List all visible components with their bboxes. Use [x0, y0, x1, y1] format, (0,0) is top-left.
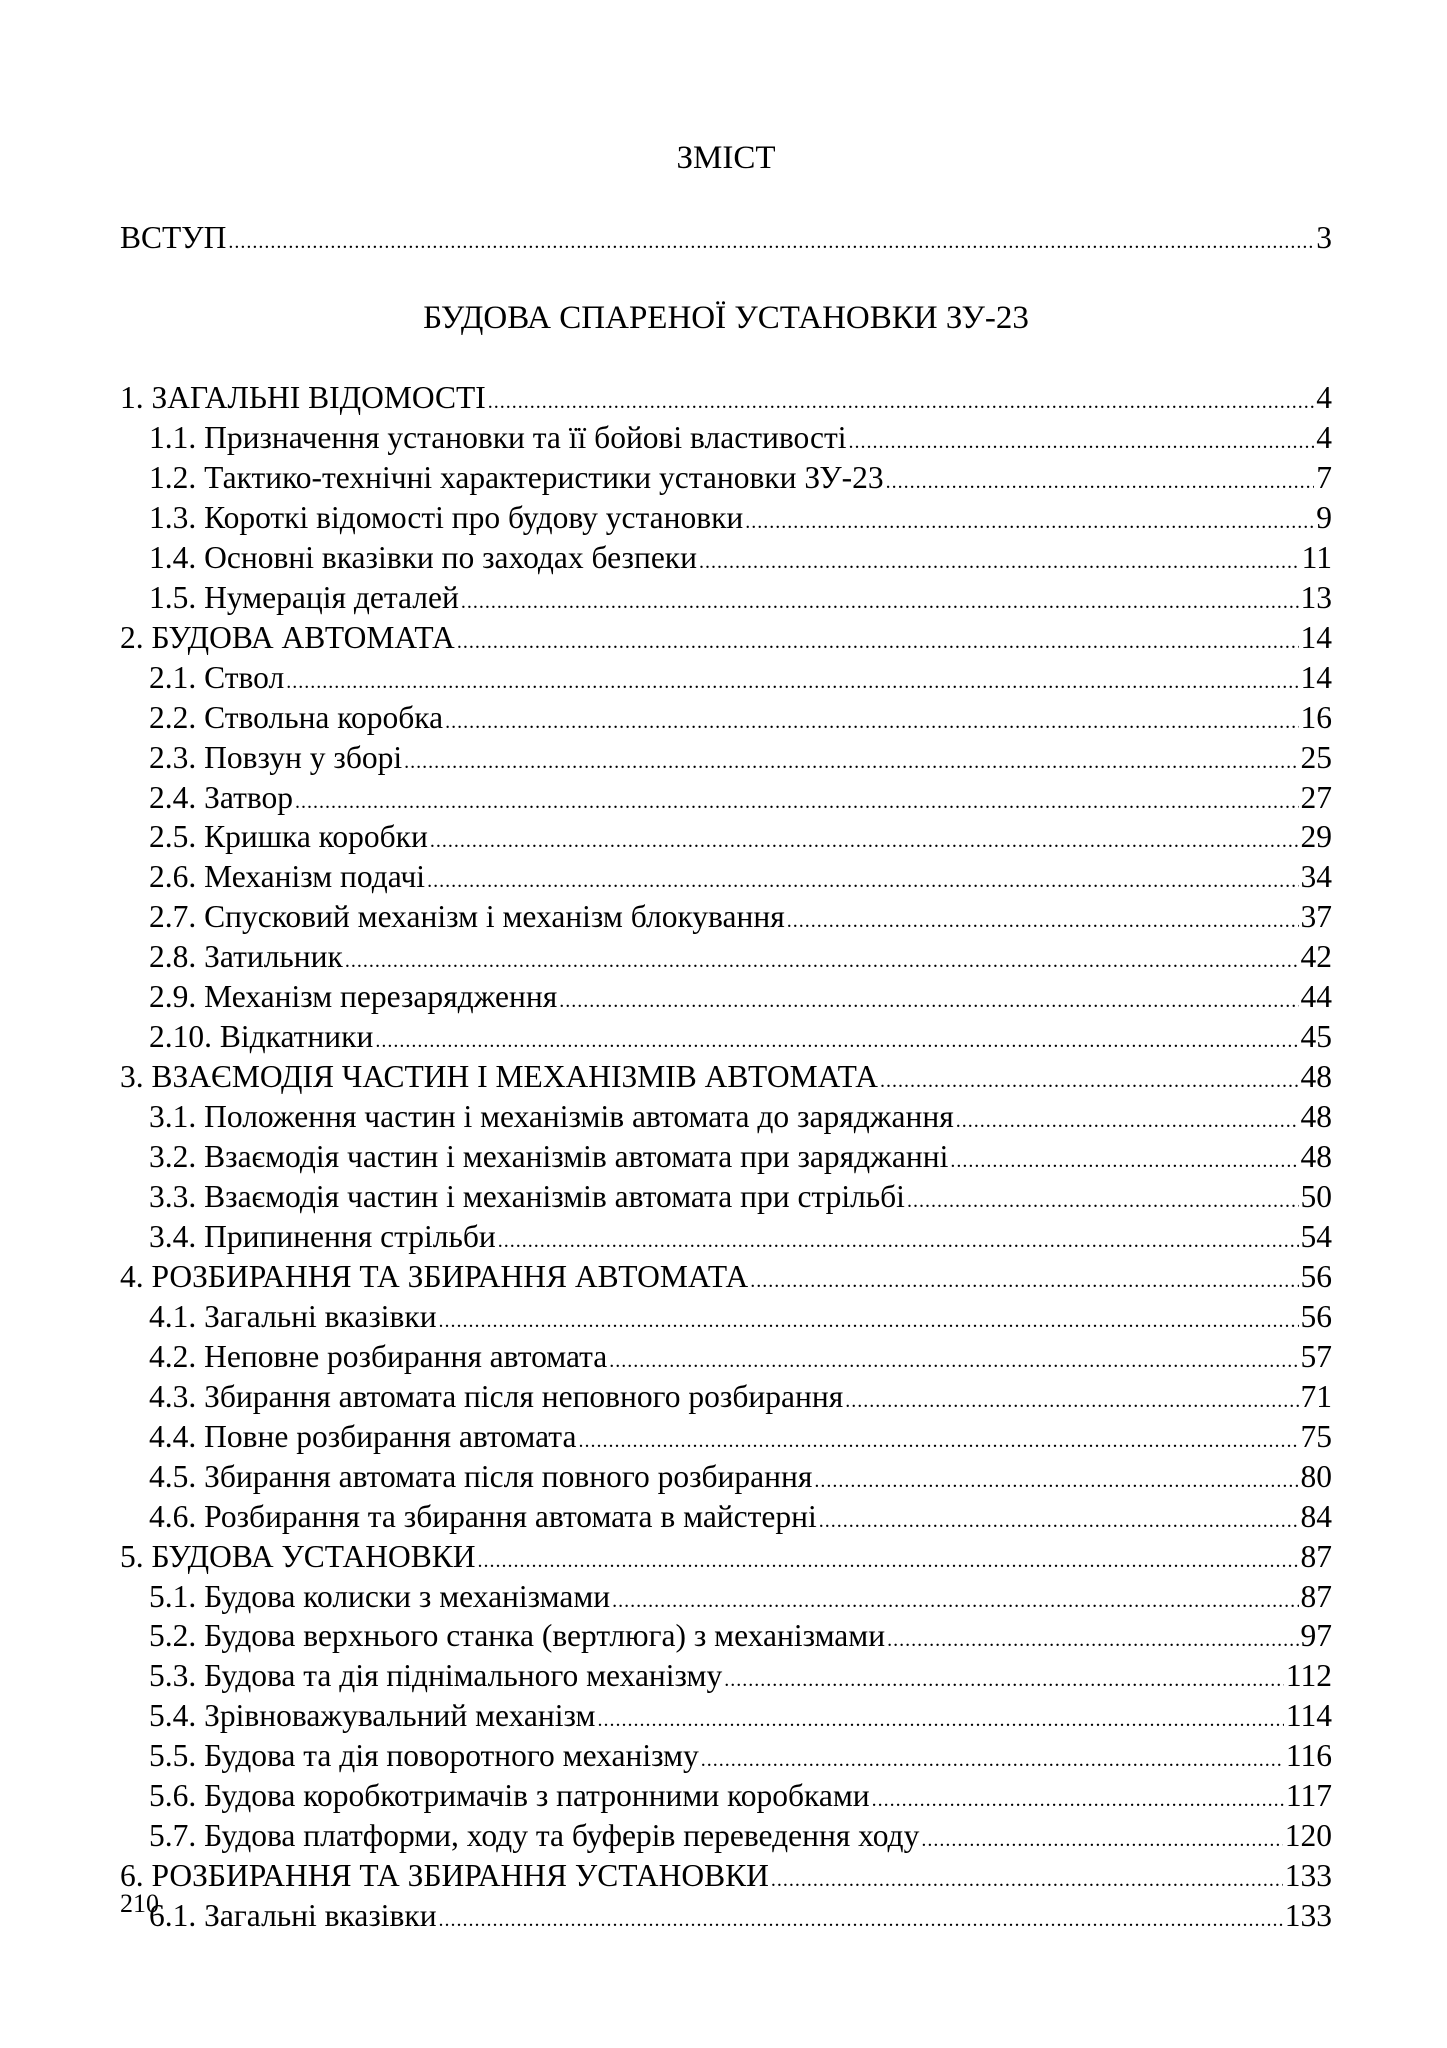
toc-entry[interactable] [120, 1776, 1332, 1816]
toc-entry-page: 75 [1300, 1418, 1332, 1454]
toc-entry-label: 2.1. Ствол [149, 659, 285, 695]
toc-entry-label: 4.1. Загальні вказівки [149, 1298, 437, 1334]
toc-entry-page: 57 [1300, 1338, 1332, 1374]
dot-leader [921, 1820, 1282, 1860]
toc-entry-label: 2.7. Спусковий механізм і механізм блокування [149, 899, 785, 935]
toc-entry-page: 87 [1300, 1578, 1332, 1614]
toc-entry-label: 4. РОЗБИРАННЯ ТА ЗБИРАННЯ АВТОМАТА [120, 1258, 749, 1294]
dot-leader [819, 1501, 1299, 1541]
dot-leader [609, 1341, 1298, 1381]
toc-entry-label: 4.4. Повне розбирання автомата [149, 1418, 577, 1454]
toc-entry-label: 1.1. Призначення установки та її бойові властивості [149, 419, 847, 455]
toc-entry[interactable] [120, 937, 1332, 977]
toc-entry-label: 2.10. Відкатники [149, 1019, 374, 1055]
dot-leader [724, 1660, 1284, 1700]
toc-entry-label: 5.3. Будова та дія піднімального механізму [149, 1658, 723, 1694]
toc-entry-label: 2.3. Повзун у зборі [149, 739, 403, 775]
toc-entry-page: 44 [1300, 979, 1332, 1015]
toc-entry-page: 13 [1300, 579, 1332, 615]
toc-entry-page: 80 [1300, 1458, 1332, 1494]
dot-leader [699, 542, 1300, 582]
toc-entry[interactable] [120, 1896, 1332, 1936]
toc-entry-label: 3.3. Взаємодія частин і механізмів автомата при стрільбі [149, 1179, 905, 1214]
dot-leader [345, 941, 1299, 981]
dot-leader [950, 1141, 1298, 1181]
toc-entry[interactable] [120, 618, 1332, 658]
toc-entry-page: 48 [1300, 1059, 1332, 1095]
toc-entry[interactable] [120, 1856, 1332, 1896]
toc-entry-page: 42 [1300, 939, 1332, 975]
section-heading: БУДОВА СПАРЕНОЇ УСТАНОВКИ ЗУ-23 [423, 300, 1029, 336]
toc-entry-label: 5.6. Будова коробкотримачів з патронними коробками [149, 1778, 870, 1814]
toc-entry[interactable] [120, 1257, 1332, 1297]
toc-entry-label: 3. ВЗАЄМОДІЯ ЧАСТИН І МЕХАНІЗМІВ АВТОМАТА [120, 1059, 878, 1095]
toc-entry-page: 54 [1300, 1218, 1332, 1254]
toc-entry-page: 116 [1285, 1738, 1332, 1774]
toc-entry-label: ВСТУП [120, 220, 227, 255]
dot-leader [295, 782, 1299, 822]
page-title: ЗМІСТ [676, 140, 776, 176]
dot-leader [956, 1101, 1299, 1141]
toc-entry-page: 112 [1285, 1658, 1332, 1694]
dot-leader [498, 1221, 1299, 1261]
toc-entry-label: 2.9. Механізм перезарядження [149, 979, 558, 1015]
toc-entry[interactable] [120, 498, 1332, 538]
toc-entry-page: 120 [1284, 1818, 1332, 1854]
toc-entry[interactable] [120, 418, 1332, 458]
toc-entry-label: 1.3. Короткі відомості про будову установки [149, 499, 744, 535]
toc-entry[interactable] [120, 1057, 1332, 1097]
toc-entry-page: 117 [1285, 1778, 1332, 1814]
dot-leader [427, 861, 1298, 901]
toc-entry-label: 2.2. Ствольна коробка [149, 699, 444, 735]
toc-entry-label: 5.7. Будова платформи, ходу та буферів переведення ходу [149, 1818, 920, 1854]
toc-entry-label: 3.1. Положення частин і механізмів автомата до заряджання [149, 1099, 954, 1135]
toc-entry-label: 4.3. Збирання автомата після неповного розбирання [149, 1378, 844, 1414]
toc-entry[interactable] [120, 1497, 1332, 1537]
toc-entry-page: 45 [1300, 1019, 1332, 1055]
dot-leader [597, 1700, 1283, 1740]
dot-leader [872, 1780, 1284, 1820]
dot-leader [559, 981, 1298, 1021]
toc-entry[interactable] [120, 658, 1332, 698]
dot-leader [612, 1581, 1298, 1621]
toc-entry[interactable] [120, 817, 1332, 857]
toc-entry-page: 16 [1300, 699, 1332, 735]
toc-entry-page: 84 [1300, 1498, 1332, 1534]
toc-entry-label: 2.8. Затильник [149, 939, 343, 975]
dot-leader [404, 742, 1298, 782]
toc-entry[interactable] [120, 1696, 1332, 1736]
toc-entry-page: 34 [1300, 859, 1332, 895]
toc-entry[interactable] [120, 778, 1332, 818]
dot-leader [286, 662, 1298, 702]
dot-leader [457, 622, 1299, 662]
toc-entry-page: 56 [1300, 1298, 1332, 1334]
toc-entry-page: 11 [1301, 539, 1332, 575]
toc-entry[interactable] [120, 1137, 1332, 1177]
toc-entry-page: 56 [1300, 1258, 1332, 1294]
toc-entry-page: 4 [1316, 419, 1332, 455]
toc-entry-page: 25 [1300, 739, 1332, 775]
dot-leader [845, 1381, 1298, 1421]
dot-leader [907, 1181, 1299, 1221]
dot-leader [375, 1021, 1298, 1061]
toc-entry[interactable] [120, 1377, 1332, 1417]
toc-entry[interactable] [120, 1816, 1332, 1856]
dot-leader [849, 422, 1315, 462]
toc-entry-page: 9 [1316, 499, 1332, 535]
dot-leader [445, 702, 1298, 742]
dot-leader [461, 582, 1299, 622]
dot-leader [701, 1740, 1284, 1780]
toc-entry-label: 6. РОЗБИРАННЯ ТА ЗБИРАННЯ УСТАНОВКИ [120, 1858, 769, 1894]
toc-entry[interactable] [120, 1616, 1332, 1656]
toc-entry[interactable] [120, 1417, 1332, 1457]
toc-entry[interactable] [120, 458, 1332, 498]
dot-leader [488, 382, 1315, 422]
toc-entry[interactable] [120, 538, 1332, 578]
toc-entry-page: 48 [1300, 1139, 1332, 1175]
toc-entry-page: 114 [1285, 1698, 1332, 1734]
toc-entry-label: 6.1. Загальні вказівки [149, 1898, 437, 1934]
toc-entry-label: 4.5. Збирання автомата після повного розбирання [149, 1458, 813, 1494]
dot-leader [886, 462, 1315, 502]
toc-entry-label: 5.2. Будова верхнього станка (вертлюга) з механізмами [149, 1618, 886, 1654]
toc-entry-label: 4.6. Розбирання та збирання автомата в майстерні [149, 1498, 817, 1534]
toc-entry[interactable] [120, 1017, 1332, 1057]
toc-entry-page: 14 [1300, 659, 1332, 695]
dot-leader [439, 1301, 1299, 1341]
toc-entry[interactable] [120, 897, 1332, 937]
toc-entry-intro[interactable] [120, 218, 1332, 258]
toc-entry[interactable] [120, 977, 1332, 1017]
dot-leader [745, 502, 1314, 542]
toc-entry-page: 14 [1300, 619, 1332, 655]
toc-entry-label: 4.2. Неповне розбирання автомата [149, 1338, 608, 1374]
dot-leader [814, 1461, 1298, 1501]
toc-entry[interactable] [120, 1577, 1332, 1617]
toc-entry[interactable] [120, 1457, 1332, 1497]
toc-entry[interactable] [120, 1537, 1332, 1577]
toc-entry[interactable] [120, 578, 1332, 618]
toc-entry-page: 4 [1316, 380, 1332, 415]
toc-entry-page: 133 [1284, 1898, 1332, 1934]
toc-entry[interactable] [120, 857, 1332, 897]
toc-entry[interactable] [120, 1177, 1332, 1217]
dot-leader [750, 1261, 1298, 1301]
toc-entry[interactable] [120, 1656, 1332, 1696]
toc-entry-page: 7 [1316, 459, 1332, 495]
toc-entry-label: 5.4. Зрівноважувальний механізм [149, 1698, 596, 1734]
dot-leader [880, 1061, 1299, 1101]
toc-entry-page: 87 [1300, 1538, 1332, 1574]
toc-entry[interactable] [120, 1736, 1332, 1776]
toc-entry-label: 3.2. Взаємодія частин і механізмів автомата при заряджанні [149, 1139, 949, 1175]
toc-entry-page: 97 [1300, 1618, 1332, 1654]
toc-entry[interactable] [120, 1337, 1332, 1377]
toc-entry-page: 71 [1300, 1378, 1332, 1414]
toc-entry-label: 2. БУДОВА АВТОМАТА [120, 619, 455, 655]
toc-entry-label: 1. ЗАГАЛЬНІ ВІДОМОСТІ [120, 380, 486, 415]
dot-leader [771, 1860, 1283, 1900]
toc-entry-page: 29 [1300, 819, 1332, 855]
page-number: 210 [120, 1889, 159, 1918]
toc-entry-page: 37 [1300, 899, 1332, 935]
dot-leader [439, 1900, 1283, 1940]
toc-entry-label: 2.5. Кришка коробки [149, 819, 428, 855]
toc-entry[interactable] [120, 1097, 1332, 1137]
toc-entry[interactable] [120, 1217, 1332, 1257]
toc-entry-page: 3 [1316, 220, 1332, 255]
toc-entry-label: 2.6. Механізм подачі [149, 859, 426, 895]
toc-entry-page: 27 [1300, 779, 1332, 815]
toc-entry[interactable] [120, 1297, 1332, 1337]
toc-entry-page: 50 [1300, 1179, 1332, 1214]
toc-entry-label: 1.5. Нумерація деталей [149, 579, 459, 615]
toc-entry-label: 1.4. Основні вказівки по заходах безпеки [149, 539, 697, 575]
toc-entry-page: 48 [1300, 1099, 1332, 1135]
toc-entry-label: 5. БУДОВА УСТАНОВКИ [120, 1538, 476, 1574]
toc-entry-page: 133 [1284, 1858, 1332, 1894]
toc-entry-label: 1.2. Тактико-технічні характеристики установки ЗУ-23 [149, 459, 884, 495]
toc-entry[interactable] [120, 738, 1332, 778]
toc-entry-label: 5.1. Будова колиски з механізмами [149, 1578, 611, 1614]
dot-leader [477, 1541, 1298, 1581]
dot-leader [430, 821, 1299, 861]
toc-entry-label: 5.5. Будова та дія поворотного механізму [149, 1738, 699, 1774]
dot-leader [228, 222, 1314, 262]
toc-entry-label: 2.4. Затвор [149, 779, 293, 815]
toc-entry-label: 3.4. Припинення стрільби [149, 1218, 496, 1254]
dot-leader [578, 1421, 1298, 1461]
toc-entry[interactable] [120, 378, 1332, 418]
dot-leader [787, 901, 1299, 941]
dot-leader [887, 1620, 1298, 1660]
toc-entry[interactable] [120, 698, 1332, 738]
